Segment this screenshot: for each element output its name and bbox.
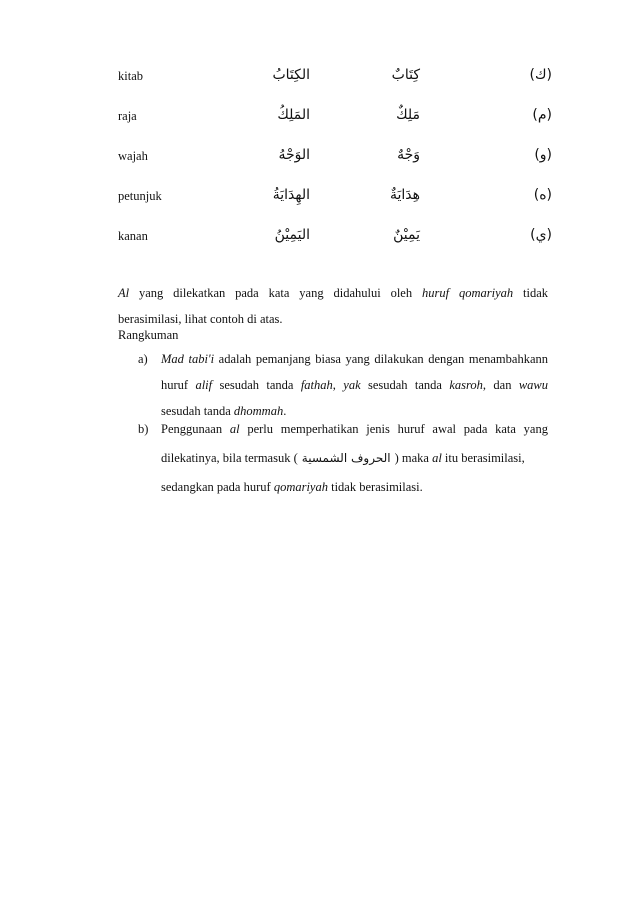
paragraph-line: Al yang dilekatkan pada kata yang didahului oleh huruf qomariyah tidak [118,286,549,300]
vocab-plain-word: مَلِكٌ [396,107,420,123]
vocab-definite-word: اليَمِيْنُ [274,227,310,243]
vocab-meaning: kanan [118,229,148,243]
vocab-row-wajah [0,148,638,170]
vocab-row-raja [0,108,638,130]
summary-item-text: Mad tabi'i adalah pemanjang biasa yang dilakukan dengan menambahkann huruf alif sesudah tanda fathah, yak sesudah tanda kasroh, dan wawu sesudah tanda dhommah. [161,352,548,418]
huruf-qomariyah-term: huruf qomariyah [421,286,514,300]
summary-heading: Rangkuman [118,328,179,342]
vocab-plain-word: كِتَابٌ [391,67,420,83]
explanation-paragraph [118,280,548,332]
summary-item-text: Penggunaan al perlu memperhatikan jenis huruf awal pada kata yang dilekatinya, bila termasuk ( الحروف الشمسية ) maka al itu berasimilasi, sedangkan pada huruf qomariyah tidak berasimilasi. [161,422,548,494]
vocab-meaning: kitab [118,69,143,83]
vocab-definite-word: الكِتَابُ [272,67,310,83]
vocab-row-kitab [0,68,638,90]
vocab-plain-word: يَمِيْنٌ [393,227,420,243]
vocab-row-kanan [0,228,638,250]
vocab-initial-letter: (ه) [533,187,552,203]
vocab-row-petunjuk [0,188,638,210]
vocab-meaning: wajah [118,149,148,163]
huruf-syamsiyah-arabic: الحروف الشمسية [301,451,391,465]
vocab-meaning: raja [118,109,137,123]
vocab-plain-word: هِدَايَةٌ [389,187,420,203]
paragraph-line: berasimilasi, lihat contoh di atas. [118,312,283,326]
vocab-initial-letter: (ك) [529,67,552,83]
vocab-meaning: petunjuk [118,189,162,203]
list-marker: b) [138,422,149,436]
vocab-initial-letter: (و) [534,147,552,163]
list-marker: a) [138,352,148,366]
vocab-definite-word: الوَجْهُ [278,147,310,163]
vocab-initial-letter: (م) [532,107,552,123]
vocab-definite-word: المَلِكُ [277,107,310,123]
vocab-plain-word: وَجْهٌ [397,147,420,163]
vocab-initial-letter: (ي) [530,227,552,243]
al-term: Al [118,286,130,300]
vocab-definite-word: الهِدَايَةُ [272,187,310,203]
